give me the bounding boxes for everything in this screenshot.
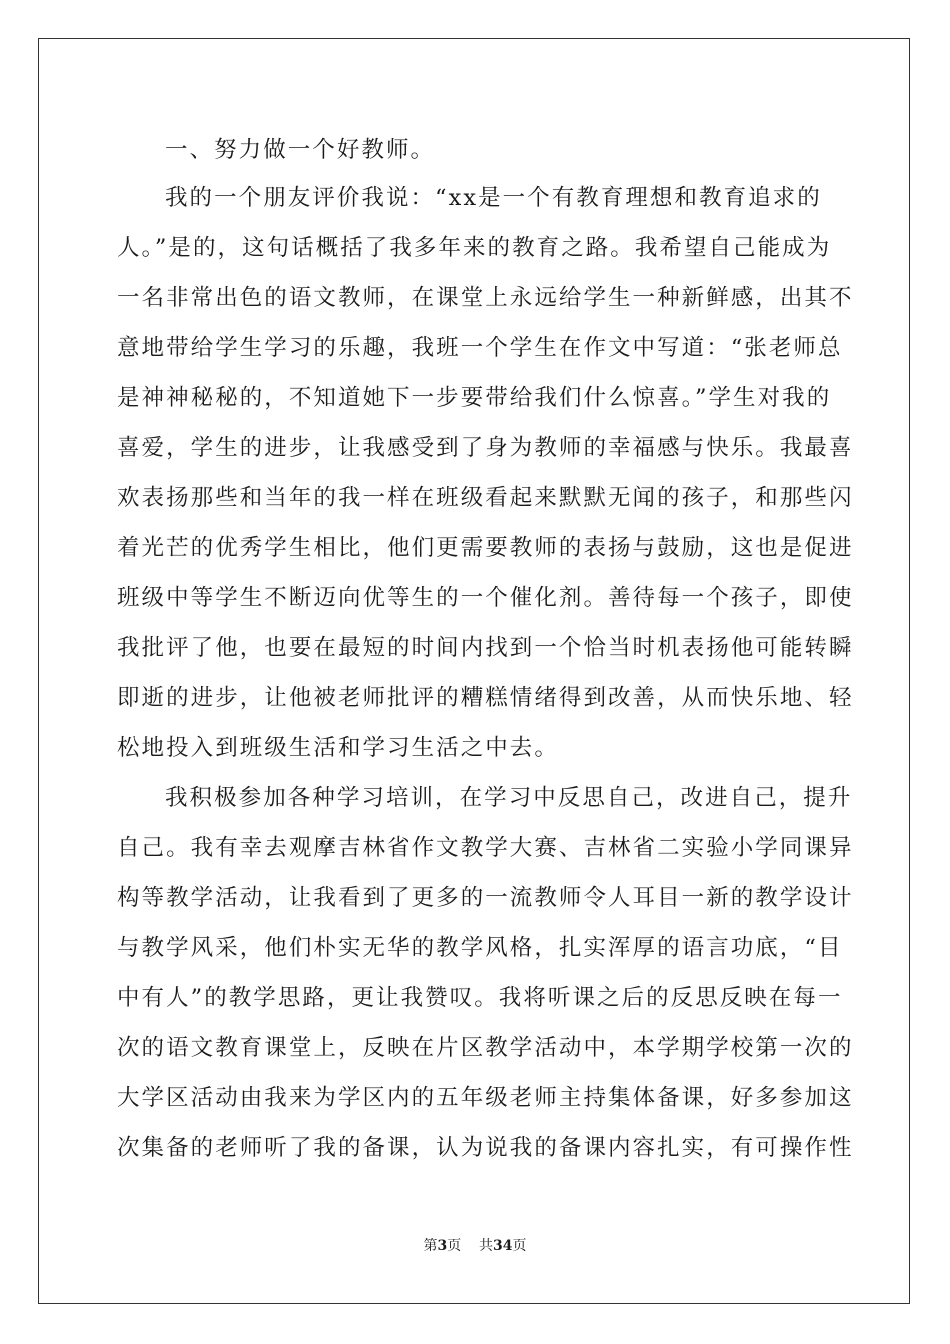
text-line: 我积极参加各种学习培训，在学习中反思自己，改进自己，提升 xyxy=(165,785,853,811)
total-prefix: 共 xyxy=(479,1238,494,1254)
text-line: 即逝的进步，让他被老师批评的糟糕情绪得到改善，从而快乐地、轻 xyxy=(117,685,854,711)
total-unit: 页 xyxy=(512,1238,527,1254)
page-total: 34 xyxy=(493,1238,513,1254)
text-line: 自己。我有幸去观摩吉林省作文教学大赛、吉林省二实验小学同课异 xyxy=(117,835,854,861)
text-line: 中有人”的教学思路，更让我赞叹。我将听课之后的反思反映在每一 xyxy=(117,985,843,1011)
section-heading: 一、努力做一个好教师。 xyxy=(165,137,436,163)
text-line: 人。”是的，这句话概括了我多年来的教育之路。我希望自己能成为 xyxy=(117,235,832,261)
text-line: 我的一个朋友评价我说：“xx是一个有教育理想和教育追求的 xyxy=(165,185,822,211)
text-line: 与教学风采，他们朴实无华的教学风格，扎实浑厚的语言功底，“目 xyxy=(117,935,843,961)
page-border xyxy=(38,38,910,1304)
text-line: 喜爱，学生的进步，让我感受到了身为教师的幸福感与快乐。我最喜 xyxy=(117,435,854,461)
text-line: 一名非常出色的语文教师，在课堂上永远给学生一种新鲜感，出其不 xyxy=(117,285,854,311)
text-line: 我批评了他，也要在最短的时间内找到一个恰当时机表扬他可能转瞬 xyxy=(117,635,854,661)
page-unit: 页 xyxy=(447,1238,462,1254)
text-line: 意地带给学生学习的乐趣，我班一个学生在作文中写道：“张老师总 xyxy=(117,335,843,361)
page-number: 3 xyxy=(437,1238,448,1254)
text-line: 是神神秘秘的，不知道她下一步要带给我们什么惊喜。”学生对我的 xyxy=(117,385,832,411)
text-line: 着光芒的优秀学生相比，他们更需要教师的表扬与鼓励，这也是促进 xyxy=(117,535,854,561)
text-line: 欢表扬那些和当年的我一样在班级看起来默默无闻的孩子，和那些闪 xyxy=(117,485,854,511)
text-line: 大学区活动由我来为学区内的五年级老师主持集体备课，好多参加这 xyxy=(117,1085,854,1111)
text-line: 次的语文教育课堂上，反映在片区教学活动中，本学期学校第一次的 xyxy=(117,1035,854,1061)
page-footer xyxy=(0,1236,950,1256)
page-prefix: 第 xyxy=(423,1238,438,1254)
text-line: 构等教学活动，让我看到了更多的一流教师令人耳目一新的教学设计 xyxy=(117,885,854,911)
text-line: 松地投入到班级生活和学习生活之中去。 xyxy=(117,735,559,761)
text-line: 次集备的老师听了我的备课，认为说我的备课内容扎实，有可操作性 xyxy=(117,1135,854,1161)
text-line: 班级中等学生不断迈向优等生的一个催化剂。善待每一个孩子，即使 xyxy=(117,585,854,611)
